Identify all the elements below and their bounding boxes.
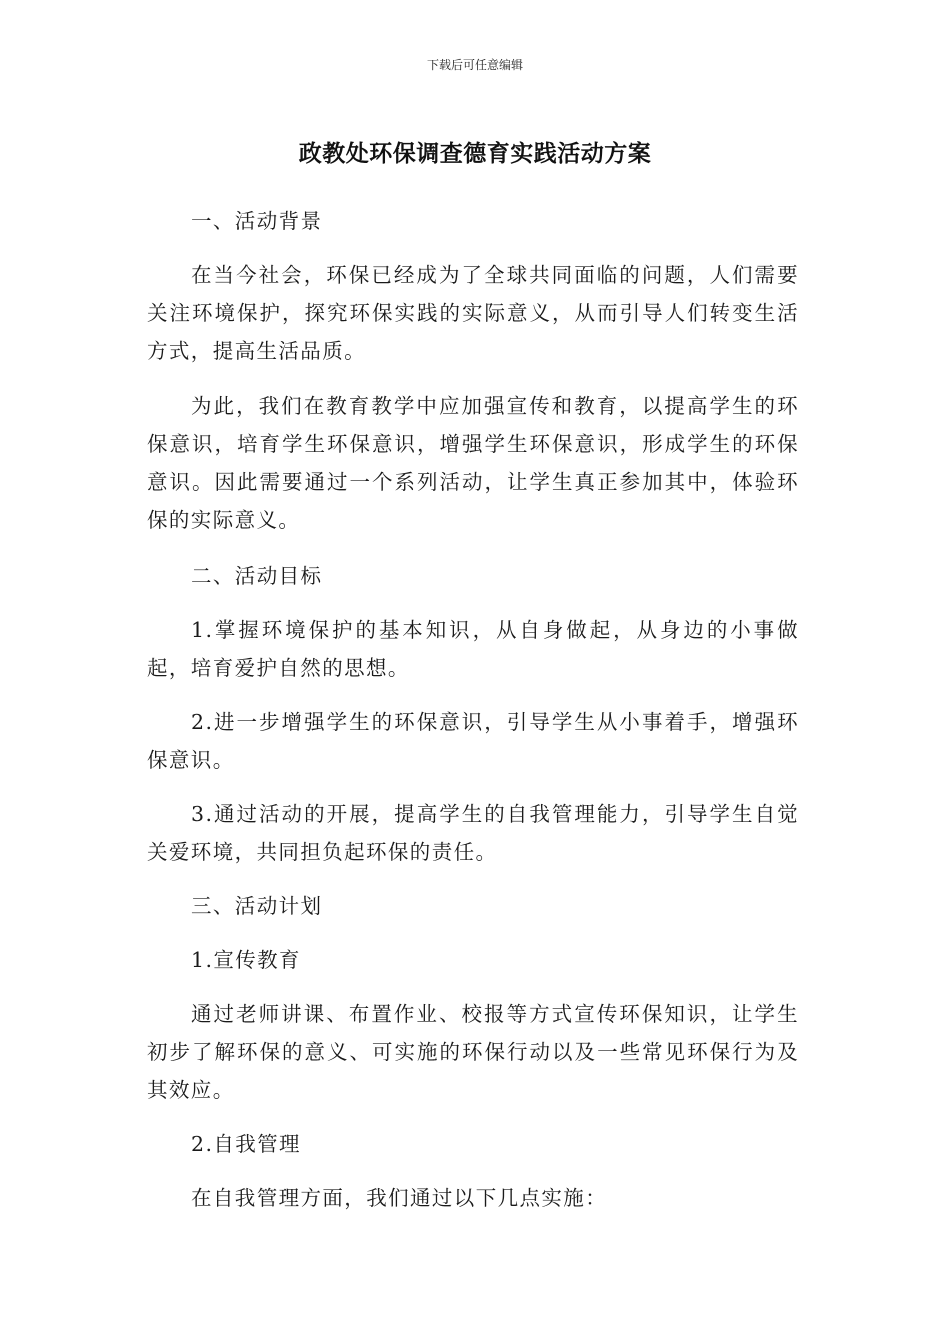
plan-sub-heading-1: 1.宣传教育 xyxy=(191,948,301,972)
goal-item-1: 1.掌握环境保护的基本知识，从自身做起，从身边的小事做起，培育爱护自然的思想。 xyxy=(147,618,799,680)
document-title: 政教处环保调查德育实践活动方案 xyxy=(298,141,652,167)
section-heading-plan: 三、活动计划 xyxy=(191,894,323,918)
plan-sub-heading-2: 2.自我管理 xyxy=(191,1132,301,1156)
plan-paragraph-1: 通过老师讲课、布置作业、校报等方式宣传环保知识，让学生初步了解环保的意义、可实施的环保行动以及一些常见环保行为及其效应。 xyxy=(147,1002,799,1102)
section-heading-goals: 二、活动目标 xyxy=(191,564,323,588)
paragraph-background-1: 在当今社会，环保已经成为了全球共同面临的问题，人们需要关注环境保护，探究环保实践的实际意义，从而引导人们转变生活方式，提高生活品质。 xyxy=(147,263,799,363)
section-heading-background: 一、活动背景 xyxy=(191,209,323,233)
goal-item-3: 3.通过活动的开展，提高学生的自我管理能力，引导学生自觉关爱环境，共同担负起环保的责任。 xyxy=(147,802,799,864)
paragraph-background-2: 为此，我们在教育教学中应加强宣传和教育，以提高学生的环保意识，培育学生环保意识，增强学生环保意识，形成学生的环保意识。因此需要通过一个系列活动，让学生真正参加其中，体验环保的实际意义。 xyxy=(147,394,799,532)
header-note: 下载后可任意编辑 xyxy=(426,58,523,72)
plan-paragraph-2: 在自我管理方面，我们通过以下几点实施： xyxy=(191,1186,608,1210)
goal-item-2: 2.进一步增强学生的环保意识，引导学生从小事着手，增强环保意识。 xyxy=(147,710,799,772)
